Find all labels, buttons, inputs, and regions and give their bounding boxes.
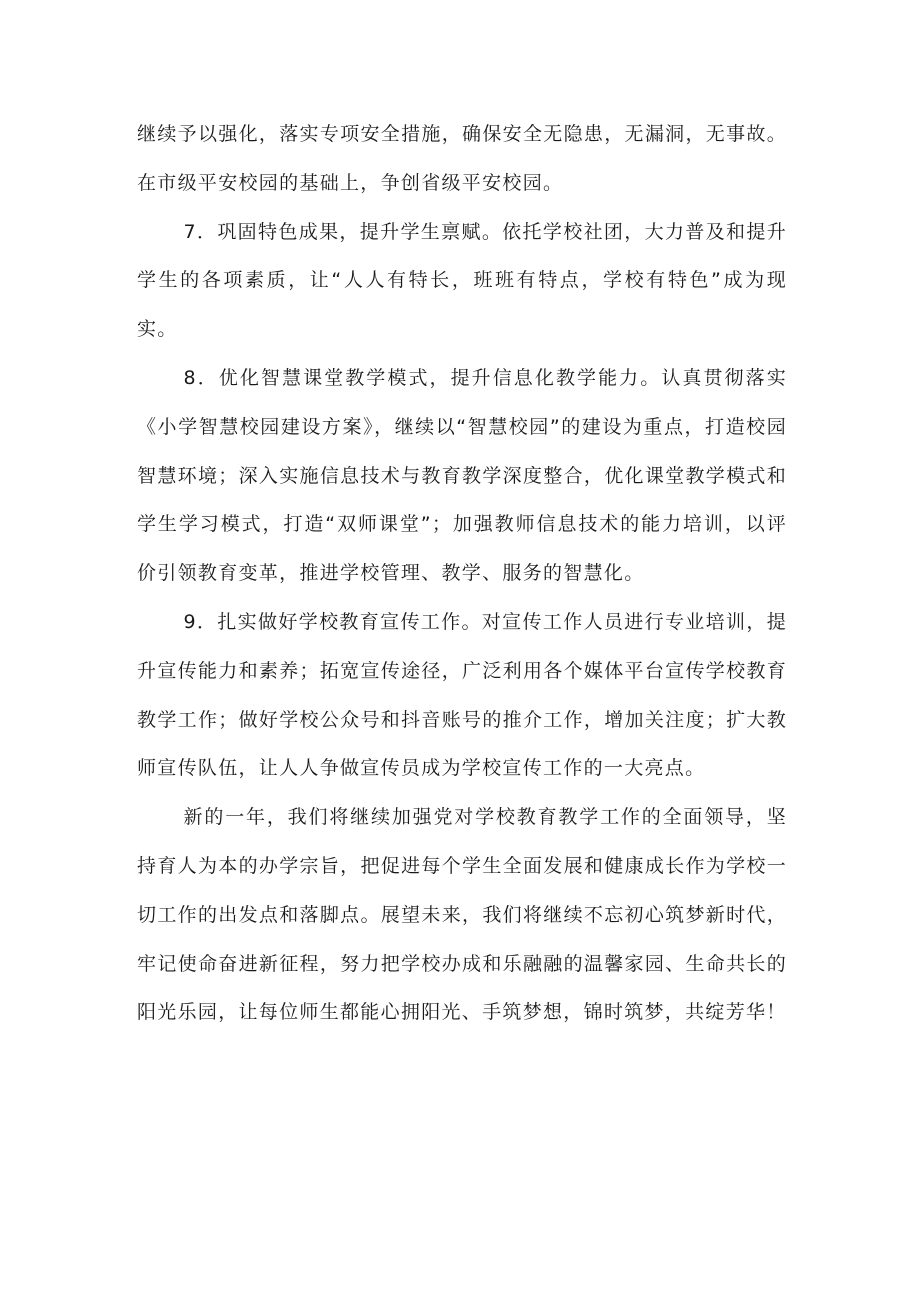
paragraph-item-7: 7．巩固特色成果，提升学生禀赋。依托学校社团，大力普及和提升学生的各项素质，让“人人有特长，班班有特点，学校有特色”成为现实。 — [137, 220, 787, 341]
paragraph-item-9: 9．扎实做好学校教育宣传工作。对宣传工作人员进行专业培训，提升宣传能力和素养；拓宽宣传途径，广泛利用各个媒体平台宣传学校教育教学工作；做好学校公众号和抖音账号的推介工作，增加关注度；扩大教师宣传队伍，让人人争做宣传员成为学校宣传工作的一大亮点。 — [137, 610, 787, 780]
paragraph-conclusion: 新的一年，我们将继续加强党对学校教育教学工作的全面领导，坚持育人为本的办学宗旨，把促进每个学生全面发展和健康成长作为学校一切工作的出发点和落脚点。展望未来，我们将继续不忘初心筑梦新时代，牢记使命奋进新征程，努力把学校办成和乐融融的温馨家园、生命共长的阳光乐园，让每位师生都能心拥阳光、手筑梦想，锦时筑梦，共绽芳华！ — [137, 806, 787, 1024]
paragraph-item-8: 8．优化智慧课堂教学模式，提升信息化教学能力。认真贯彻落实《小学智慧校园建设方案》，继续以“智慧校园”的建设为重点，打造校园智慧环境；深入实施信息技术与教育教学深度整合，优化课堂教学模式和学生学习模式，打造“双师课堂”；加强教师信息技术的能力培训，以评价引领教育变革，推进学校管理、教学、服务的智慧化。 — [137, 366, 787, 585]
document-body — [137, 110, 787, 1037]
paragraph-safety-continued: 继续予以强化，落实专项安全措施，确保安全无隐患，无漏洞，无事故。在市级平安校园的基础上，争创省级平安校园。 — [137, 123, 787, 194]
